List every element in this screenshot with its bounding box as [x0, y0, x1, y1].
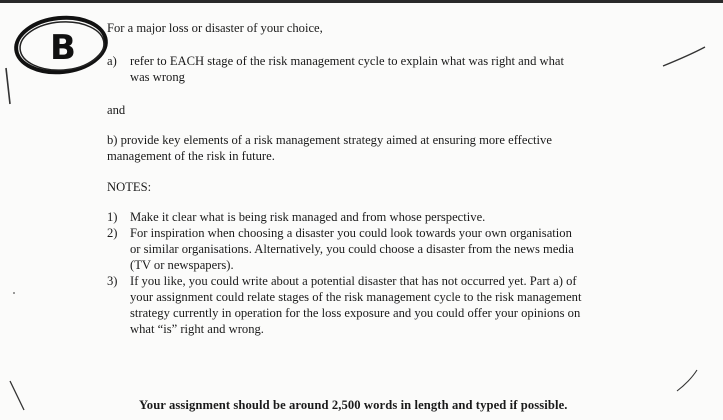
- part-b-line-2: management of the risk in future.: [107, 149, 275, 163]
- margin-stroke-left-top: [6, 68, 10, 104]
- intro-line: For a major loss or disaster of your choice,: [107, 21, 323, 35]
- note-3-line-2: your assignment could relate stages of the risk management cycle to the risk management: [130, 290, 582, 304]
- notes-heading: NOTES:: [107, 180, 152, 194]
- note-3-number: 3): [107, 274, 118, 288]
- circled-letter: B: [50, 28, 76, 68]
- note-3-line-4: what “is” right and wrong.: [130, 322, 264, 336]
- part-a-label: a): [107, 54, 117, 68]
- part-a-line-2: was wrong: [130, 70, 185, 84]
- note-2-number: 2): [107, 226, 118, 240]
- margin-stroke-right-top: [663, 47, 705, 66]
- note-2-line-2: or similar organisations. Alternatively, you could choose a disaster from the news media: [130, 242, 574, 256]
- footer-note: Your assignment should be around 2,500 words in length and typed if possible.: [139, 398, 568, 412]
- note-2-line-3: (TV or newspapers).: [130, 258, 234, 272]
- margin-stroke-left-bottom: [10, 381, 24, 410]
- part-a-line-1: refer to EACH stage of the risk management cycle to explain what was right and what: [130, 54, 564, 68]
- part-b-line-1: b) provide key elements of a risk management strategy aimed at ensuring more effective: [107, 133, 552, 147]
- note-3-line-1: If you like, you could write about a potential disaster that has not occurred yet. Part a) of: [130, 274, 577, 288]
- connector-and: and: [107, 103, 126, 117]
- note-2-line-1: For inspiration when choosing a disaster you could look towards your own organisation: [130, 226, 572, 240]
- margin-stroke-right-bottom: [677, 370, 697, 391]
- note-3-line-3: strategy currently in operation for the loss exposure and you could offer your opinions on: [130, 306, 581, 320]
- note-1-line-1: Make it clear what is being risk managed and from whose perspective.: [130, 210, 486, 224]
- note-1-number: 1): [107, 210, 118, 224]
